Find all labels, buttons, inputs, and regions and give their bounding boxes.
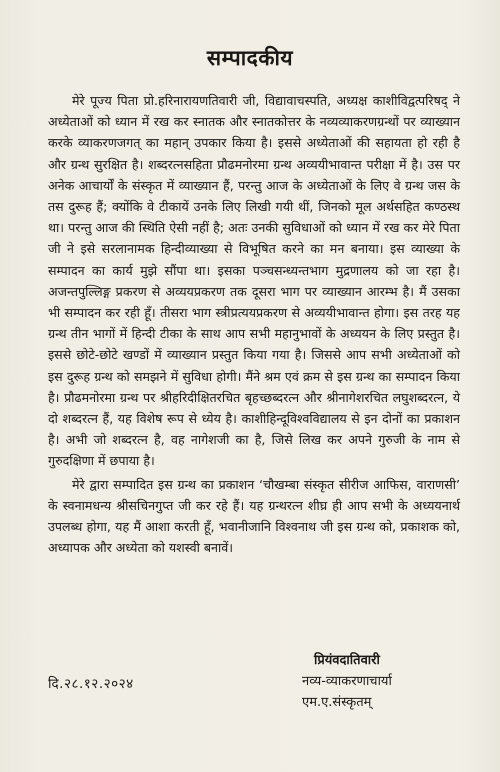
- page-title: सम्पादकीय: [206, 46, 294, 70]
- paragraph-1: मेरे पूज्य पिता प्रो.हरिनारायणतिवारी जी, विद्यावाचस्पति, अध्यक्ष काशीविद्वत्परिषद् ने अध्येताओं को ध्यान में रख कर स्नातक और स्नातकोत्तर के नव्यव्याकरणग्रन्थों पर व्याख्यान करके व्याकरणजगत् का महान् उपकार किया है। इससे अध्येताओं की सहायता हो रही है और ग्रन्थ सुरक्षित है। शब्दरत्नसहिता प्रौढमनोरमा ग्रन्थ अव्ययीभावान्त परीक्षा में है। उस पर अनेक आचार्यों के संस्कृत में व्याख्यान हैं, परन्तु आज के अध्येताओं के लिए वे ग्रन्थ जस के तस दुरूह हैं; क्योंकि वे टीकायें उनके लिए लिखी गयी थीं, जिनको मूल अर्थसहित कण्ठस्थ था। परन्तु आज की स्थिति ऐसी नहीं है; अतः उनकी सुविधाओं को ध्यान में रख कर मेरे पिता जी ने इसे सरलानामक हिन्दीव्याख्या से विभूषित करने का मन बनाया। इस व्याख्या के सम्पादन का कार्य मुझे सौंपा था। इसका पञ्चसन्ध्यन्तभाग मुद्रणालय को जा रहा है। अजन्तपुल्लिङ्ग प्रकरण से अव्ययप्रकरण तक दूसरा भाग पर व्याख्यान आरम्भ है। मैं उसका भी सम्पादन कर रही हूँ। तीसरा भाग स्त्रीप्रत्ययप्रकरण से अव्ययीभावान्त होगा। इस तरह यह ग्रन्थ तीन भागों में हिन्दी टीका के साथ आप सभी महानुभावों के अध्ययन के लिए प्रस्तुत है। इससे छोटे-छोटे खण्डों में व्याख्यान प्रस्तुत किया गया है। जिससे आप सभी अध्येताओं को इस दुरूह ग्रन्थ को समझने में सुविधा होगी। मैंने श्रम एवं क्रम से इस ग्रन्थ का सम्पादन किया है। प्रौढमनोरमा ग्रन्थ पर श्रीहरिदीक्षितरचित बृहच्छब्दरत्न और श्रीनागेशरचित लघुशब्दरत्न, ये दो शब्दरत्न हैं, यह विशेष रूप से ध्येय है। काशीहिन्दूविश्वविद्यालय से इन दोनों का प्रकाशन है। अभी जो शब्दरत्न है, वह नागेशजी का है, जिसे लिख कर अपने गुरुजी के नाम से गुरुदक्षिणा में छपाया है।: [48, 93, 460, 469]
- signature-block: [302, 650, 452, 713]
- paragraph-2: मेरे द्वारा सम्पादित इस ग्रन्थ का प्रकाशन ‘चौखम्बा संस्कृत सीरीज आफिस, वाराणसी’ के स्वनामधन्य श्रीसचिनगुप्त जी कर रहे हैं। यह ग्रन्थरत्न शीघ्र ही आप सभी के अध्ययनार्थ उपलब्ध होगा, यह मैं आशा करती हूँ, भवानीजानि विश्वनाथ जी इस ग्रन्थ को, प्रकाशक को, अध्यापक और अध्येता को यशस्वी बनावें।: [48, 476, 460, 556]
- signature-degree: एम.ए.संस्कृतम्: [302, 695, 372, 710]
- signature-name: प्रियंवदातिवारी: [314, 653, 380, 668]
- editorial-body: [48, 90, 460, 558]
- signature-title: नव्य-व्याकरणाचार्या: [302, 674, 392, 689]
- date-line: दि.२८.१२.२०२४: [48, 676, 134, 692]
